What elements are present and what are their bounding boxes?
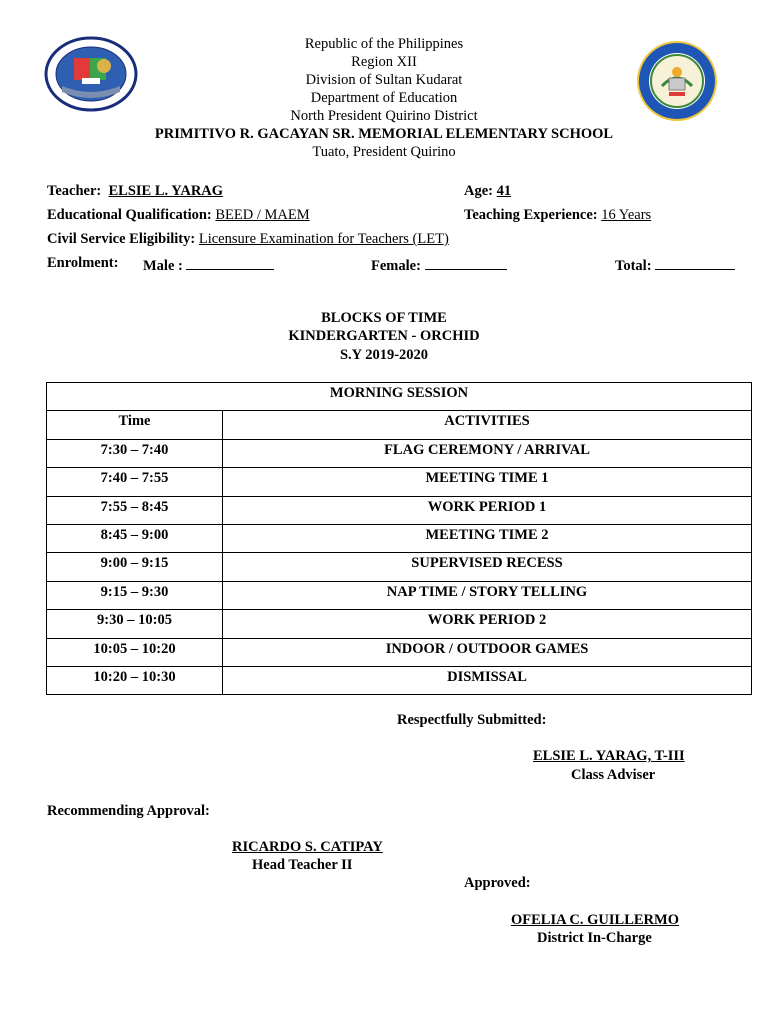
table-row	[47, 524, 752, 552]
row-activity: DISMISSAL	[223, 666, 752, 694]
age-value: 41	[496, 183, 512, 199]
row-activity: INDOOR / OUTDOOR GAMES	[223, 638, 752, 666]
row-activity: FLAG CEREMONY / ARRIVAL	[223, 439, 752, 467]
row-activity: NAP TIME / STORY TELLING	[223, 581, 752, 609]
qualification-line	[47, 207, 310, 224]
table-row	[47, 581, 752, 609]
female-field	[371, 255, 507, 275]
male-blank	[186, 255, 274, 270]
row-time: 7:40 – 7:55	[47, 468, 223, 496]
row-activity: WORK PERIOD 2	[223, 610, 752, 638]
row-time: 10:20 – 10:30	[47, 666, 223, 694]
experience-line	[464, 207, 651, 224]
district-title: District In-Charge	[537, 930, 652, 946]
row-time: 10:05 – 10:20	[47, 638, 223, 666]
col-time-header: Time	[47, 411, 223, 439]
experience-label: Teaching Experience:	[464, 207, 598, 223]
row-time: 7:30 – 7:40	[47, 439, 223, 467]
age-label: Age:	[464, 183, 493, 199]
male-label: Male :	[143, 258, 183, 274]
qualification-label: Educational Qualification:	[47, 207, 212, 223]
row-activity: MEETING TIME 1	[223, 468, 752, 496]
session-row	[47, 383, 752, 411]
adviser-title: Class Adviser	[571, 767, 656, 783]
row-time: 9:30 – 10:05	[47, 610, 223, 638]
female-label: Female:	[371, 258, 421, 274]
eligibility-value: Licensure Examination for Teachers (LET)	[198, 231, 449, 247]
enrolment-label: Enrolment:	[47, 255, 119, 271]
teacher-value: ELSIE L. YARAG	[108, 183, 224, 199]
col-activities-header: ACTIVITIES	[223, 411, 752, 439]
teacher-line	[47, 183, 223, 200]
head-teacher-name: RICARDO S. CATIPAY	[232, 839, 383, 855]
row-time: 9:15 – 9:30	[47, 581, 223, 609]
total-blank	[655, 255, 735, 270]
experience-value: 16 Years	[601, 207, 652, 223]
column-header-row	[47, 411, 752, 439]
recommending-label: Recommending Approval:	[47, 803, 210, 819]
row-time: 8:45 – 9:00	[47, 524, 223, 552]
head-teacher-title: Head Teacher II	[252, 857, 353, 873]
district-name: OFELIA C. GUILLERMO	[511, 912, 679, 928]
row-activity: WORK PERIOD 1	[223, 496, 752, 524]
title-grade: KINDERGARTEN - ORCHID	[288, 328, 480, 344]
header-division: Division of Sultan Kudarat	[305, 72, 463, 88]
total-label: Total:	[615, 258, 652, 274]
row-time: 7:55 – 8:45	[47, 496, 223, 524]
eligibility-line	[47, 231, 449, 248]
approved-label: Approved:	[464, 875, 531, 891]
eligibility-label: Civil Service Eligibility:	[47, 231, 196, 247]
submitted-label: Respectfully Submitted:	[397, 712, 547, 728]
table-row	[47, 439, 752, 467]
adviser-name: ELSIE L. YARAG, T-III	[533, 748, 685, 764]
table-row	[47, 496, 752, 524]
male-field	[143, 255, 274, 275]
header-republic: Republic of the Philippines	[304, 36, 464, 52]
header-department: Department of Education	[310, 90, 458, 106]
row-activity: MEETING TIME 2	[223, 524, 752, 552]
title-blocks: BLOCKS OF TIME	[321, 310, 447, 326]
row-time: 9:00 – 9:15	[47, 553, 223, 581]
female-blank	[425, 255, 507, 270]
table-row	[47, 553, 752, 581]
table-row	[47, 638, 752, 666]
total-field	[615, 255, 735, 275]
qualification-value: BEED / MAEM	[215, 207, 310, 223]
schedule-table	[46, 382, 752, 695]
header-region: Region XII	[351, 54, 417, 70]
header-district: North President Quirino District	[290, 108, 478, 124]
table-row	[47, 610, 752, 638]
table-row	[47, 468, 752, 496]
age-line	[464, 183, 511, 200]
title-school-year: S.Y 2019-2020	[339, 347, 429, 363]
school-name: PRIMITIVO R. GACAYAN SR. MEMORIAL ELEMENTARY SCHOOL	[154, 126, 614, 142]
teacher-label: Teacher:	[47, 183, 102, 199]
row-activity: SUPERVISED RECESS	[223, 553, 752, 581]
table-row	[47, 666, 752, 694]
session-header: MORNING SESSION	[47, 383, 752, 411]
school-address: Tuato, President Quirino	[312, 144, 456, 160]
